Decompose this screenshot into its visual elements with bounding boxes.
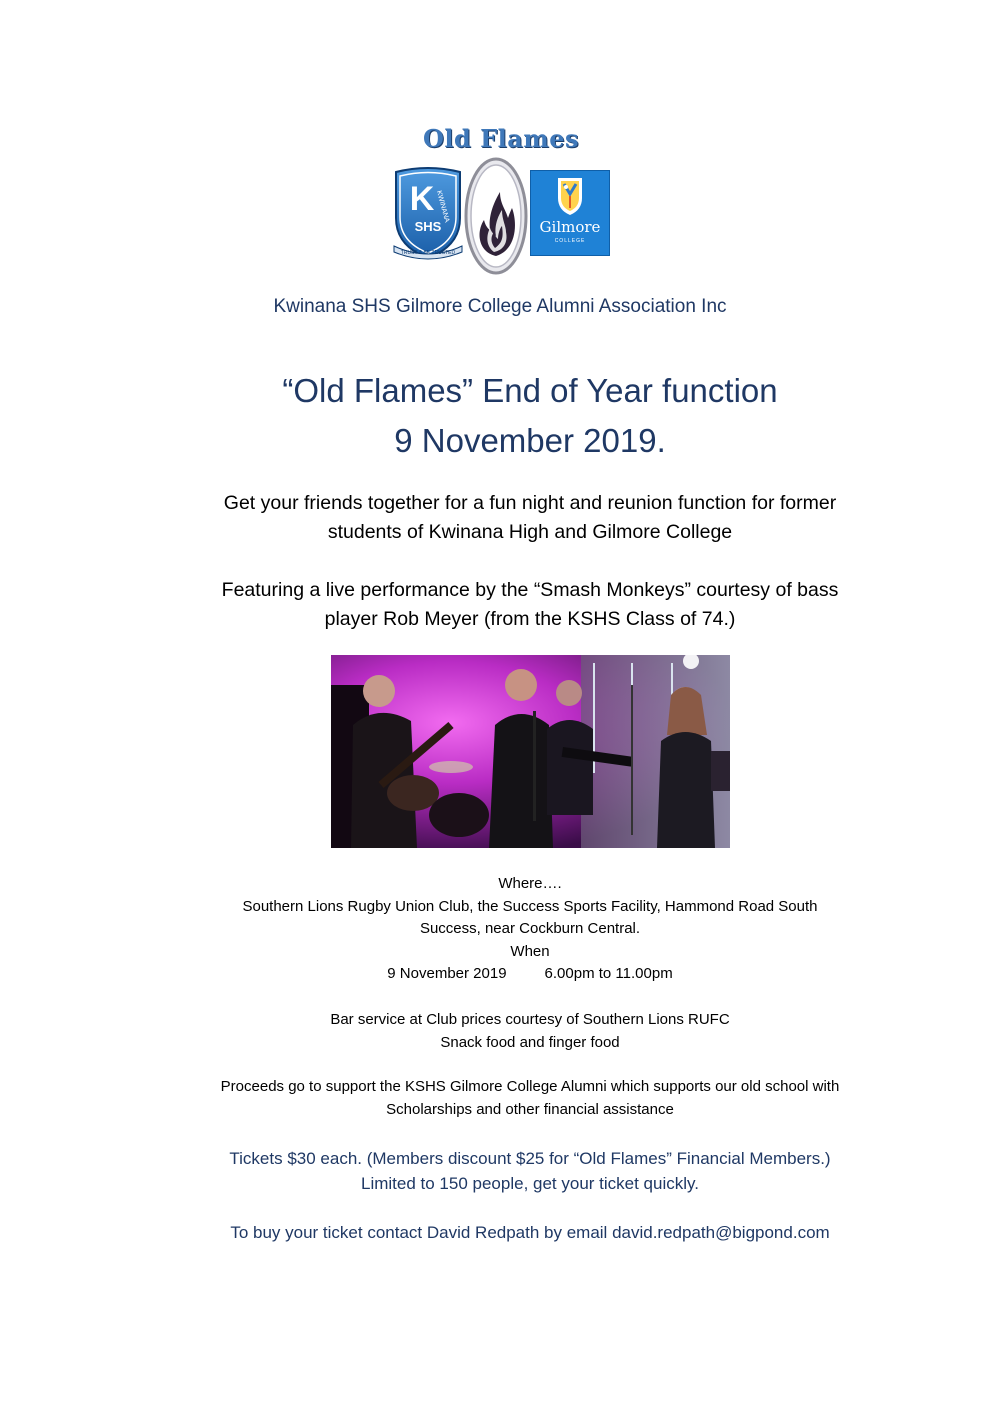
venue-line-2: Success, near Cockburn Central. xyxy=(419,920,641,938)
when-row xyxy=(60,963,1000,986)
gilmore-name: Gilmore xyxy=(539,218,601,236)
shield-abbr: SHS xyxy=(414,219,442,234)
proceeds-line-2: Scholarships and other financial assistance xyxy=(386,1100,674,1118)
feature-line-1: Featuring a live performance by the “Smash Monkeys” courtesy of bass xyxy=(221,579,839,601)
old-flames-logo xyxy=(388,118,614,278)
event-date: 9 November 2019 xyxy=(387,965,507,983)
bar-line-2: Snack food and finger food xyxy=(440,1033,620,1051)
band-photo xyxy=(331,655,730,848)
logo-title: Old Flames xyxy=(422,124,580,153)
bar-service xyxy=(60,1009,1000,1054)
shield-letter: K xyxy=(409,180,435,218)
feature-line-2: player Rob Meyer (from the KSHS Class of 74.) xyxy=(324,608,736,630)
when-label: When xyxy=(510,942,550,960)
gilmore-college-badge xyxy=(530,170,610,256)
ticket-info xyxy=(60,1146,1000,1196)
feature-paragraph xyxy=(100,576,960,634)
organization-name: Kwinana SHS Gilmore College Alumni Association Inc xyxy=(273,296,727,317)
event-headline xyxy=(60,366,1000,466)
headline-title: “Old Flames” End of Year function xyxy=(282,372,778,409)
contact-line xyxy=(60,1220,1000,1245)
contact-prefix: To buy your ticket contact David Redpath by email xyxy=(230,1223,613,1242)
band-performance-image xyxy=(331,655,730,848)
proceeds-note xyxy=(60,1076,1000,1121)
flame-emblem-icon xyxy=(464,156,528,276)
headline-date: 9 November 2019. xyxy=(394,422,666,459)
bar-line-1: Bar service at Club prices courtesy of Southern Lions RUFC xyxy=(330,1011,730,1028)
intro-paragraph xyxy=(100,489,960,547)
event-details xyxy=(60,873,1000,986)
event-time: 6.00pm to 11.00pm xyxy=(544,965,673,983)
where-label: Where…. xyxy=(498,875,562,892)
kwinana-shs-shield-icon xyxy=(390,166,466,262)
tickets-line-1: Tickets $30 each. (Members discount $25 for “Old Flames” Financial Members.) xyxy=(229,1149,831,1168)
shield-name: KWINANA xyxy=(434,189,451,224)
shield-motto: TRUST & BE TRUSTED xyxy=(400,250,456,256)
proceeds-line-1: Proceeds go to support the KSHS Gilmore College Alumni which supports our old school with xyxy=(220,1078,840,1095)
intro-line-1: Get your friends together for a fun night and reunion function for former xyxy=(223,492,837,514)
tickets-line-2: Limited to 150 people, get your ticket quickly. xyxy=(361,1174,699,1193)
contact-email-link[interactable]: david.redpath@bigpond.com xyxy=(612,1223,830,1242)
gilmore-sub: COLLEGE xyxy=(554,238,586,244)
venue-line-1: Southern Lions Rugby Union Club, the Success Sports Facility, Hammond Road South xyxy=(242,897,818,915)
intro-line-2: students of Kwinana High and Gilmore College xyxy=(327,521,733,543)
